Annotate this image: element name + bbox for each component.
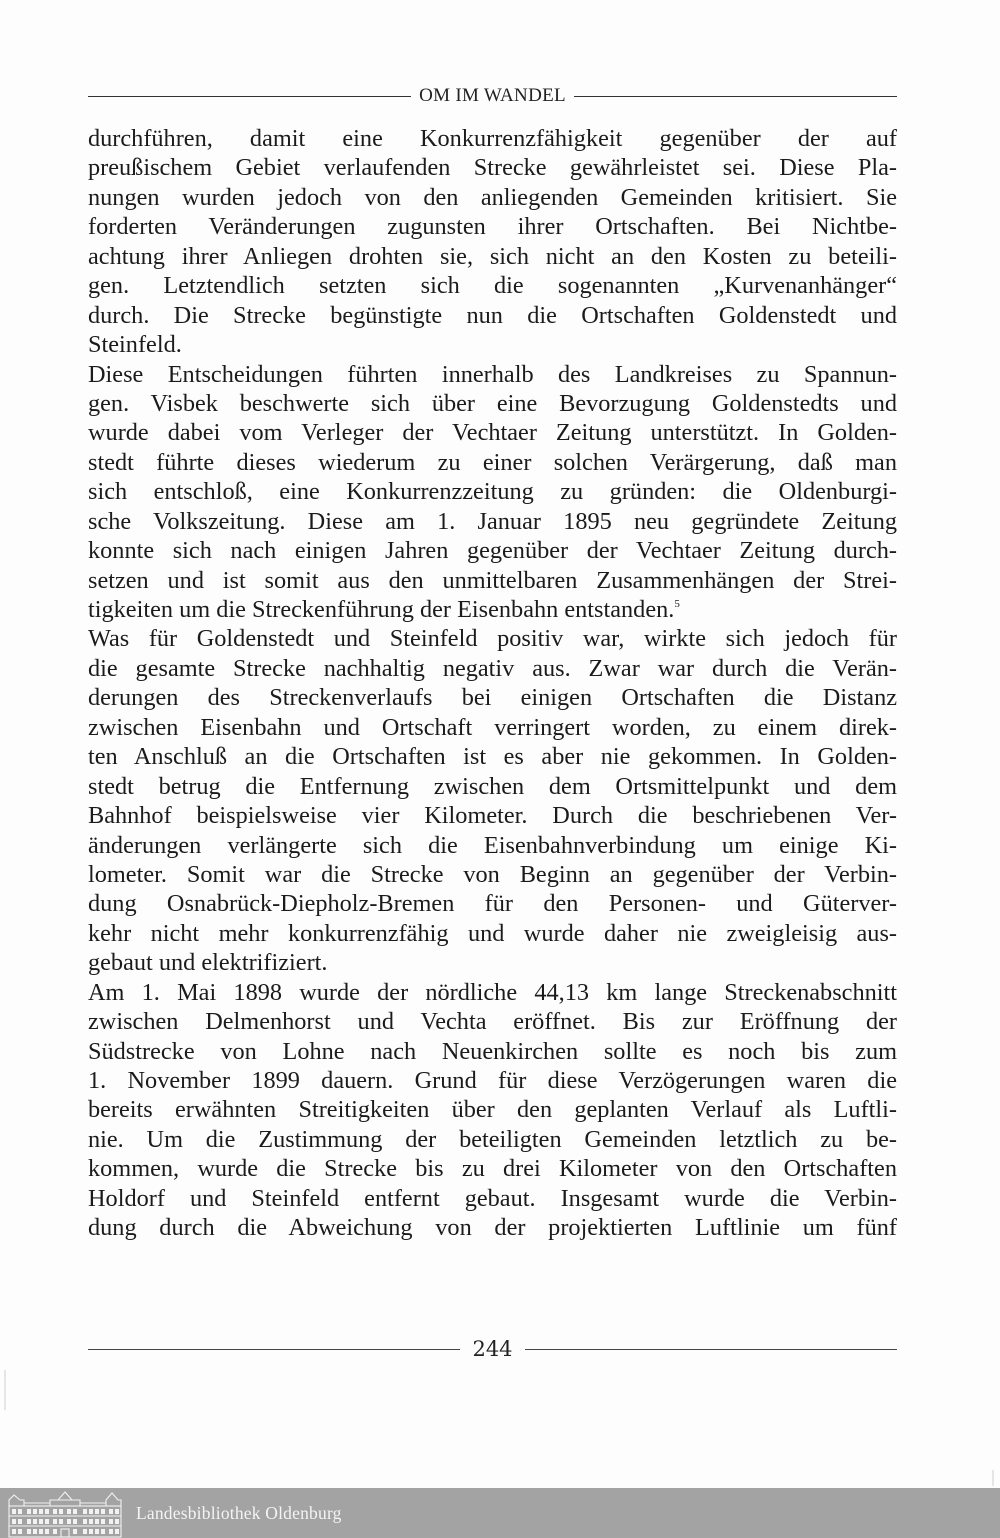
text-line: gen. Letztendlich setzten sich die sogenannten „Kurvenanhänger“ [88, 272, 897, 300]
folio-rule-right [525, 1349, 897, 1350]
footnote-reference[interactable]: 5 [674, 598, 680, 610]
text-line: nungen wurden jedoch von den anliegenden Gemeinden kritisiert. Sie [88, 183, 897, 211]
header-rule-left [88, 96, 411, 97]
text-line: Südstrecke von Lohne nach Neuenkirchen sollte es noch bis zum [88, 1037, 897, 1065]
page-footer-folio [88, 1334, 897, 1364]
text-line: Diese Entscheidungen führten innerhalb des Landkreises zu Spannun- [88, 360, 897, 388]
text-line: kommen, wurde die Strecke bis zu drei Kilometer von den Ortschaften [88, 1155, 897, 1183]
text-line: zwischen Eisenbahn und Ortschaft verringert worden, zu einem direk- [88, 713, 897, 741]
scan-edge-mark [992, 1470, 994, 1486]
header-rule-right [574, 96, 897, 97]
text-line: ten Anschluß an die Ortschaften ist es aber nie gekommen. In Golden- [88, 743, 897, 771]
text-line: tigkeiten um die Streckenführung der Eisenbahn entstanden.$^5$ [88, 596, 680, 623]
library-footer-bar [0, 1488, 1000, 1538]
text-line: lometer. Somit war die Strecke von Beginn an gegenüber der Verbin- [88, 860, 897, 888]
text-line: dung durch die Abweichung von der projektierten Luftlinie um fünf [88, 1214, 897, 1242]
text-line: dung Osnabrück-Diepholz-Bremen für den Personen- und Güterver- [88, 890, 897, 918]
text-line: die gesamte Strecke nachhaltig negativ aus. Zwar war durch die Verän- [88, 654, 897, 682]
text-line: forderten Veränderungen zugunsten ihrer Ortschaften. Bei Nichtbe- [88, 213, 897, 241]
text-line: gebaut und elektrifiziert. [88, 949, 328, 977]
text-line: kehr nicht mehr konkurrenzfähig und wurde daher nie zweigleisig aus- [88, 919, 897, 947]
library-name: Landesbibliothek Oldenburg [136, 1502, 342, 1523]
scan-edge-mark [4, 1370, 6, 1410]
text-line: konnte sich nach einigen Jahren gegenüber der Vechtaer Zeitung durch- [88, 537, 897, 565]
text-line: preußischem Gebiet verlaufenden Strecke gewährleistet sei. Diese Pla- [88, 154, 897, 182]
text-line: achtung ihrer Anliegen drohten sie, sich nicht an den Kosten zu beteili- [88, 242, 897, 270]
text-line: setzen und ist somit aus den unmittelbaren Zusammenhängen der Strei- [88, 566, 897, 594]
folio-rule-left [88, 1349, 460, 1350]
text-line: sche Volkszeitung. Diese am 1. Januar 1895 neu gegründete Zeitung [88, 507, 897, 535]
text-line: Holdorf und Steinfeld entfernt gebaut. Insgesamt wurde die Verbin- [88, 1184, 897, 1212]
text-line: durchführen, damit eine Konkurrenzfähigkeit gegenüber der auf [88, 125, 897, 152]
text-line: Am 1. Mai 1898 wurde der nördliche 44,13 km lange Streckenabschnitt [88, 978, 897, 1006]
text-line: 1. November 1899 dauern. Grund für diese Verzögerungen waren die [88, 1067, 897, 1094]
text-line: zwischen Delmenhorst und Vechta eröffnet. Bis zur Eröffnung der [88, 1008, 897, 1036]
text-line: Was für Goldenstedt und Steinfeld positiv war, wirkte sich jedoch für [88, 625, 897, 653]
library-building-icon [6, 1490, 124, 1538]
text-line: wurde dabei vom Verleger der Vechtaer Zeitung unterstützt. In Golden- [88, 419, 897, 447]
text-line: bereits erwähnten Streitigkeiten über den geplanten Verlauf als Luftli- [88, 1096, 897, 1124]
text-line: stedt führte dieses wiederum zu einer solchen Verärgerung, daß man [88, 448, 897, 476]
text-line: Bahnhof beispielsweise vier Kilometer. Durch die beschriebenen Ver- [88, 802, 897, 830]
text-line: nie. Um die Zustimmung der beteiligten Gemeinden letztlich zu be- [88, 1125, 897, 1153]
text-line: sich entschloß, eine Konkurrenzzeitung zu gründen: die Oldenburgi- [88, 478, 897, 506]
text-line: derungen des Streckenverlaufs bei einigen Ortschaften die Distanz [88, 684, 897, 712]
text-line: durch. Die Strecke begünstigte nun die Ortschaften Goldenstedt und [88, 301, 897, 329]
text-line: Steinfeld. [88, 331, 182, 359]
body-text [88, 124, 897, 1243]
text-line: stedt betrug die Entfernung zwischen dem Ortsmittelpunkt und dem [88, 772, 897, 800]
running-header [88, 82, 897, 110]
running-title: OM IM WANDEL [419, 85, 566, 106]
text-line: änderungen verlängerte sich die Eisenbahnverbindung um einige Ki- [88, 831, 897, 859]
page-number: 244 [472, 1337, 513, 1361]
text-line: gen. Visbek beschwerte sich über eine Bevorzugung Goldenstedts und [88, 389, 897, 417]
